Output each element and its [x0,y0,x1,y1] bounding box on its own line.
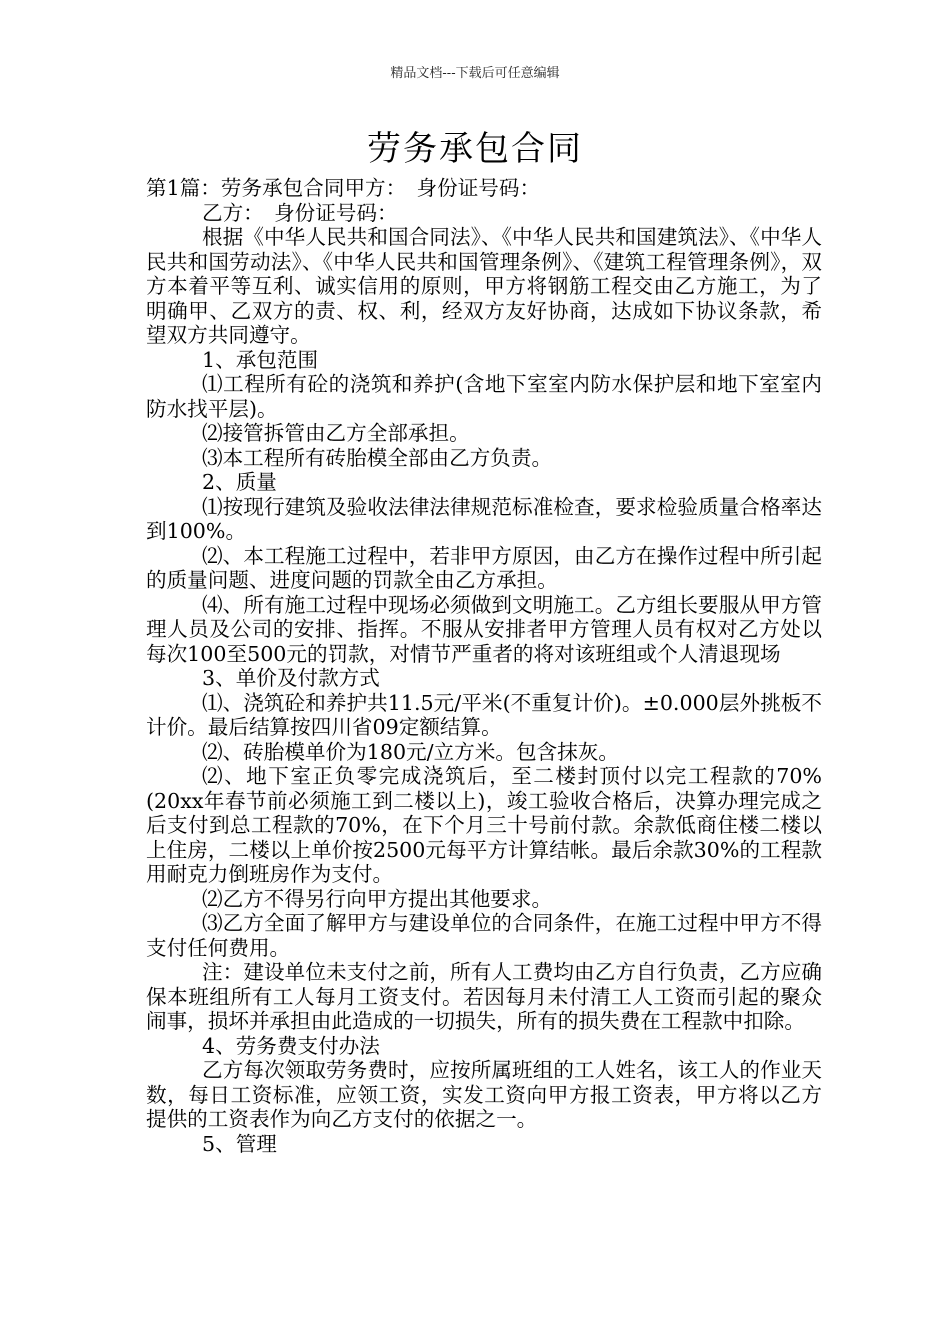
document-paragraph: ⑴工程所有砼的浇筑和养护(含地下室室内防水保护层和地下室室内防水找平层)。 [146,372,822,421]
document-paragraph: 乙方： 身份证号码： [202,200,398,225]
document-paragraph: 4、劳务费支付办法 [202,1033,380,1058]
document-paragraph: 注：建设单位未支付之前，所有人工费均由乙方自行负责，乙方应确保本班组所有工人每月工资支付。若因每月未付清工人工资而引起的聚众闹事，损坏并承担由此造成的一切损失，所有的损失费在工程款中扣除。 [146,960,822,1033]
document-paragraph: ⑴、浇筑砼和养护共11.5元/平米(不重复计价)。±0.000层外挑板不计价。最后结算按四川省09定额结算。 [146,690,822,739]
document-paragraph: 2、质量 [202,470,277,494]
document-paragraph: ⑵乙方不得另行向甲方提出其他要求。 [202,886,553,911]
document-body [146,176,822,1156]
page-header: 精品文档---下载后可任意编辑 [390,66,560,81]
document-paragraph: ⑵、本工程施工过程中，若非甲方原因，由乙方在操作过程中所引起的质量问题、进度问题的罚款全由乙方承担。 [146,543,822,592]
document-paragraph: 第1篇：劳务承包合同甲方： 身份证号码： [146,176,541,200]
document-title: 劳务承包合同 [367,129,583,169]
document-paragraph: 1、承包范围 [202,347,319,372]
document-paragraph: ⑶乙方全面了解甲方与建设单位的合同条件，在施工过程中甲方不得支付任何费用。 [146,911,822,960]
document-paragraph: ⑵接管拆管由乙方全部承担。 [202,421,470,445]
document-paragraph: ⑴按现行建筑及验收法律法律规范标准检查，要求检验质量合格率达到100%。 [146,494,822,543]
document-paragraph: 根据《中华人民共和国合同法》、《中华人民共和国建筑法》、《中华人民共和国劳动法》、《中华人民共和国管理条例》、《建筑工程管理条例》，双方本着平等互利、诚实信用的原则，甲方将钢筋工程交由乙方施工，为了明确甲、乙双方的责、权、利，经双方友好协商，达成如下协议条款，希望双方共同遵守。 [146,225,822,347]
document-paragraph: ⑷、所有施工过程中现场必须做到文明施工。乙方组长要服从甲方管理人员及公司的安排、指挥。不服从安排者甲方管理人员有权对乙方处以每次100至500元的罚款，对情节严重者的将对该班组或个人清退现场 [146,592,822,666]
document-paragraph: ⑵、地下室正负零完成浇筑后，至二楼封顶付以完工程款的70%(20xx年春节前必须施工到二楼以上)，竣工验收合格后，决算办理完成之后支付到总工程款的70%，在下个月三十号前付款。余款低商住楼二楼以上住房，二楼以上单价按2500元每平方计算结帐。最后余款30%的工程款用耐克力倒班房作为支付。 [146,764,822,886]
document-paragraph: ⑶本工程所有砖胎模全部由乙方负责。 [202,445,553,470]
document-paragraph: ⑵、砖胎模单价为180元/立方米。包含抹灰。 [202,739,619,764]
document-paragraph: 5、管理 [202,1131,277,1156]
document-paragraph: 乙方每次领取劳务费时，应按所属班组的工人姓名，该工人的作业天数，每日工资标准，应领工资，实发工资向甲方报工资表，甲方将以乙方提供的工资表作为向乙方支付的依据之一。 [146,1058,822,1131]
document-paragraph: 3、单价及付款方式 [202,666,380,690]
